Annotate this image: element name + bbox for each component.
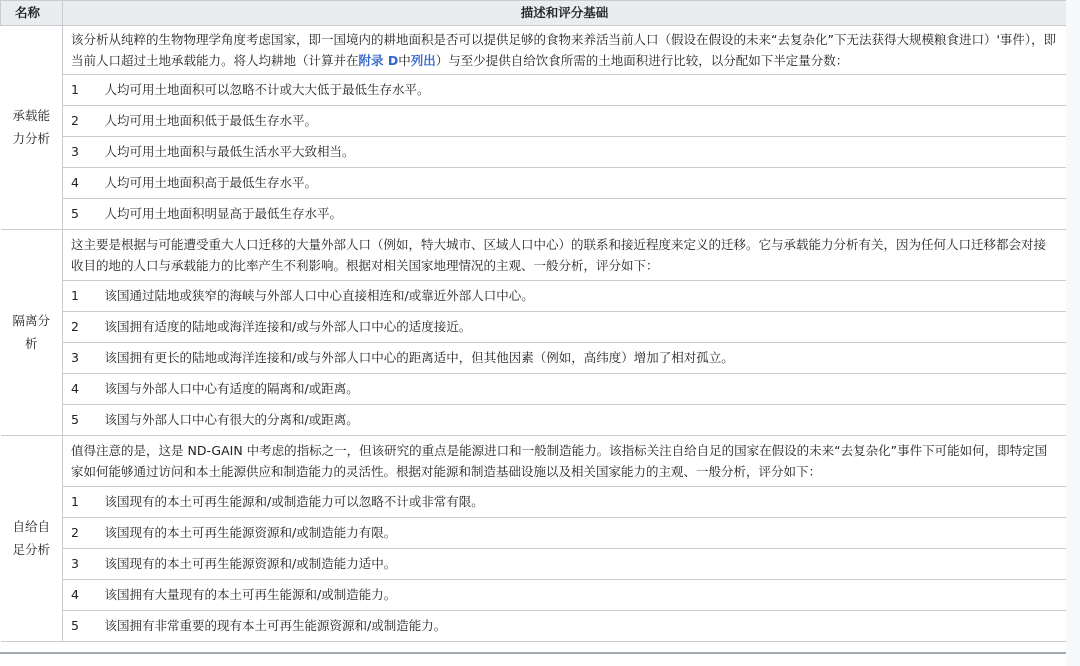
table-row [1, 137, 1067, 168]
score-description: 该国拥有大量现有的本土可再生能源和/或制造能力。 [105, 580, 1067, 611]
score-description: 该国与外部人口中心有适度的隔离和/或距离。 [105, 374, 1067, 405]
intro-text: 该分析从纯粹的生物物理学角度考虑国家，即一国境内的耕地面积是否可以提供足够的食物来养活当前人口（假设在假设的未来“去复杂化”下无法获得大规模粮食进口）'事件），即当前人口超过土地承载能力。将人均耕地（计算并在 [71, 32, 1057, 68]
table-row [1, 281, 1067, 312]
table-row [1, 230, 1067, 281]
section-intro: 这主要是根据与可能遭受重大人口迁移的大量外部人口（例如，特大城市、区域人口中心）的联系和接近程度来定义的迁移。它与承载能力分析有关，因为任何人口迁移都会对接收目的地的人口与承载能力的比率产生不利影响。根据对相关国家地理情况的主观、一般分析，评分如下： [63, 230, 1067, 281]
table-row [1, 436, 1067, 487]
score-value: 1 [63, 75, 105, 106]
score-value: 3 [63, 549, 105, 580]
score-value: 2 [63, 106, 105, 137]
score-description: 该国现有的本土可再生能源资源和/或制造能力有限。 [105, 518, 1067, 549]
table-row [1, 106, 1067, 137]
scrollbar-gutter[interactable] [1066, 0, 1080, 666]
section-intro: 值得注意的是，这是 ND-GAIN 中考虑的指标之一，但该研究的重点是能源进口和一般制造能力。该指标关注自给自足的国家在假设的未来“去复杂化”事件下可能如何，即特定国家如何能够通过访问和本土能源供应和制造能力的灵活性。根据对能源和制造基础设施以及相关国家能力的主观、一般分析，评分如下： [63, 436, 1067, 487]
table-row [1, 611, 1067, 642]
score-description: 该国通过陆地或狭窄的海峡与外部人口中心直接相连和/或靠近外部人口中心。 [105, 281, 1067, 312]
table-row [1, 374, 1067, 405]
score-value: 5 [63, 199, 105, 230]
table-row [1, 168, 1067, 199]
section-name [1, 230, 63, 436]
header-description: 描述和评分基础 [63, 1, 1067, 26]
score-description: 该国拥有更长的陆地或海洋连接和/或与外部人口中心的距离适中，但其他因素（例如，高纬度）增加了相对孤立。 [105, 343, 1067, 374]
table-row [1, 405, 1067, 436]
table-row [1, 26, 1067, 75]
section-name-text: 自给自足分析 [12, 519, 50, 557]
table-row [1, 75, 1067, 106]
score-description: 人均可用土地面积明显高于最低生存水平。 [105, 199, 1067, 230]
section-name-text: 隔离分析 [12, 313, 50, 351]
appendix-d-link[interactable]: 附录 D [358, 53, 399, 68]
score-description: 人均可用土地面积低于最低生存水平。 [105, 106, 1067, 137]
score-value: 4 [63, 168, 105, 199]
score-description: 该国与外部人口中心有很大的分离和/或距离。 [105, 405, 1067, 436]
table-row [1, 518, 1067, 549]
score-description: 人均可用土地面积高于最低生存水平。 [105, 168, 1067, 199]
table-header-row [1, 1, 1067, 26]
table-row [1, 487, 1067, 518]
score-value: 5 [63, 405, 105, 436]
score-description: 人均可用土地面积可以忽略不计或大大低于最低生存水平。 [105, 75, 1067, 106]
header-name: 名称 [1, 1, 63, 26]
score-value: 3 [63, 343, 105, 374]
score-description: 该国拥有适度的陆地或海洋连接和/或与外部人口中心的适度接近。 [105, 312, 1067, 343]
intro-text-after: ）与至少提供自给饮食所需的土地面积进行比较，以分配如下半定量分数： [435, 53, 849, 68]
score-description: 该国拥有非常重要的现有本土可再生能源资源和/或制造能力。 [105, 611, 1067, 642]
table-row [1, 199, 1067, 230]
section-intro [63, 26, 1067, 75]
table-row [1, 580, 1067, 611]
score-value: 2 [63, 518, 105, 549]
score-value: 1 [63, 487, 105, 518]
bottom-divider [0, 652, 1066, 654]
score-value: 2 [63, 312, 105, 343]
score-value: 4 [63, 374, 105, 405]
score-value: 3 [63, 137, 105, 168]
intro-text-mid: 中 [398, 53, 411, 68]
score-description: 人均可用土地面积与最低生活水平大致相当。 [105, 137, 1067, 168]
score-value: 4 [63, 580, 105, 611]
score-description: 该国现有的本土可再生能源资源和/或制造能力适中。 [105, 549, 1067, 580]
table-row [1, 312, 1067, 343]
score-value: 1 [63, 281, 105, 312]
table-row [1, 343, 1067, 374]
section-name-text: 承载能力分析 [12, 108, 50, 146]
score-value: 5 [63, 611, 105, 642]
listed-link[interactable]: 列出 [410, 53, 436, 68]
table-row [1, 549, 1067, 580]
section-name [1, 26, 63, 230]
section-name [1, 436, 63, 642]
score-description: 该国现有的本土可再生能源和/或制造能力可以忽略不计或非常有限。 [105, 487, 1067, 518]
